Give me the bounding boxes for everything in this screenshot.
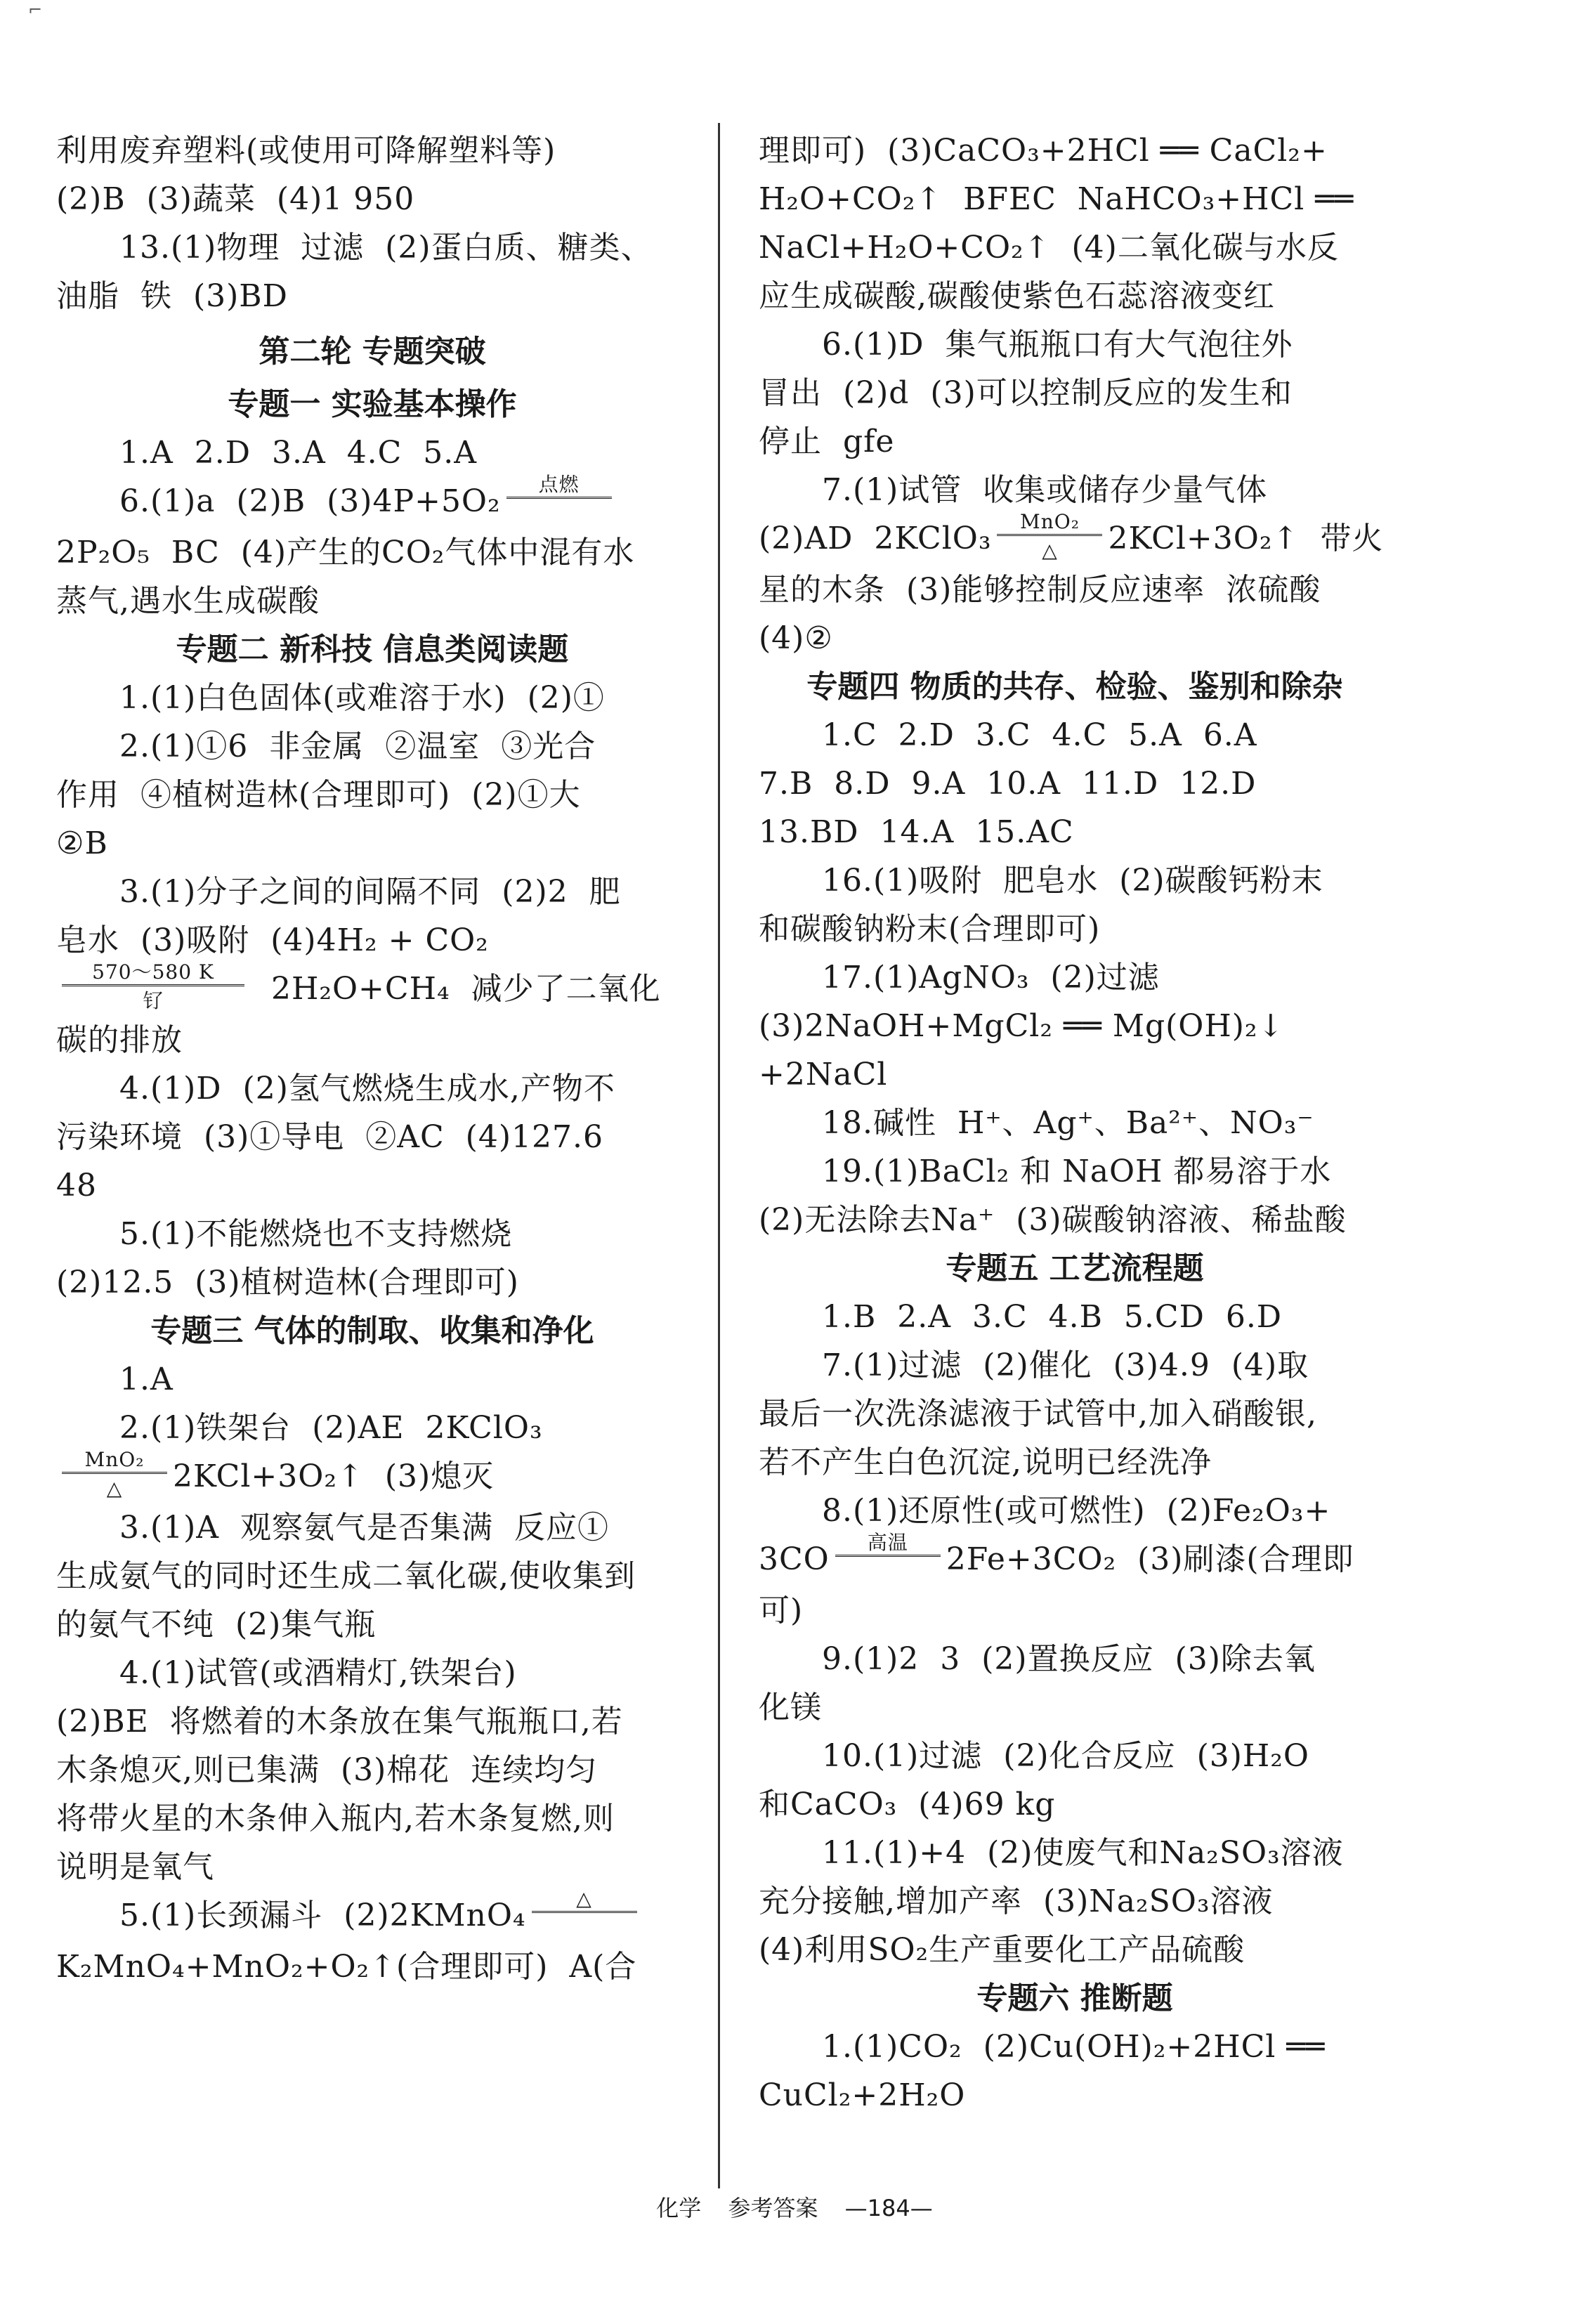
text-line bbox=[759, 1390, 1391, 1438]
line-text: 1.B 2.A 3.C 4.B 5.CD 6.D bbox=[822, 1299, 1283, 1335]
section-heading bbox=[56, 327, 688, 376]
text-line bbox=[56, 1064, 688, 1113]
text-line bbox=[759, 175, 1391, 223]
line-text: 专题一 实验基本操作 bbox=[228, 386, 517, 422]
line-text: 2.(1)铁架台 (2)AE 2KClO₃ bbox=[119, 1410, 543, 1446]
line-text: 蒸气,遇水生成碳酸 bbox=[56, 583, 320, 619]
text-line bbox=[759, 953, 1391, 1002]
line-text: 的氨气不纯 (2)集气瓶 bbox=[56, 1607, 377, 1643]
section-heading bbox=[56, 625, 688, 674]
footer-label: 参考答案 bbox=[728, 2195, 818, 2221]
line-text: 理即可) (3)CaCO₃+2HCl ══ CaCl₂+ bbox=[759, 133, 1328, 169]
line-text: 皂水 (3)吸附 (4)4H₂ + CO₂ bbox=[56, 922, 489, 958]
line-text: (4)利用SO₂生产重要化工产品硫酸 bbox=[759, 1932, 1245, 1968]
text-line bbox=[759, 1341, 1391, 1390]
text-line bbox=[56, 272, 688, 320]
section-heading bbox=[56, 380, 688, 429]
text-line bbox=[56, 1943, 688, 1991]
line-text: 2.(1)①6 非金属 ②温室 ③光合 bbox=[119, 729, 596, 764]
text-line bbox=[56, 1448, 688, 1503]
text-line bbox=[759, 510, 1391, 566]
text-line bbox=[759, 759, 1391, 808]
text-line bbox=[759, 126, 1391, 175]
condition-bottom: △ bbox=[106, 1477, 123, 1500]
reaction-condition bbox=[62, 962, 244, 1012]
line-text: 1.A 2.D 3.A 4.C 5.A bbox=[119, 435, 478, 471]
corner-mark: ⌐ bbox=[28, 0, 43, 20]
line-text: 专题三 气体的制取、收集和净化 bbox=[150, 1313, 594, 1349]
line-text: 7.(1)过滤 (2)催化 (3)4.9 (4)取 bbox=[822, 1347, 1309, 1383]
line-text: 6.(1)D 集气瓶瓶口有大气泡往外 bbox=[822, 327, 1293, 363]
text-line bbox=[56, 868, 688, 916]
equals-bar bbox=[997, 534, 1102, 539]
text-line bbox=[56, 1600, 688, 1649]
text-line bbox=[759, 2023, 1391, 2071]
line-text: H₂O+CO₂↑ BFEC NaHCO₃+HCl ══ bbox=[759, 181, 1354, 217]
section-heading bbox=[759, 1974, 1391, 2023]
equals-bar bbox=[835, 1555, 941, 1560]
text-line bbox=[56, 223, 688, 272]
line-text: 油脂 铁 (3)BD bbox=[56, 278, 288, 314]
text-line bbox=[56, 1552, 688, 1600]
condition-top: 点燃 bbox=[538, 473, 580, 496]
line-text: 和CaCO₃ (4)69 kg bbox=[759, 1787, 1056, 1822]
line-text: 应生成碳酸,碳酸使紫色石蕊溶液变红 bbox=[759, 278, 1275, 314]
line-text: (2)无法除去Na⁺ (3)碳酸钠溶液、稀盐酸 bbox=[759, 1202, 1347, 1238]
text-line bbox=[56, 1746, 688, 1794]
line-text: 13.BD 14.A 15.AC bbox=[759, 814, 1074, 850]
condition-top: MnO₂ bbox=[84, 1448, 145, 1471]
text-line bbox=[759, 320, 1391, 369]
line-text: 48 bbox=[56, 1168, 97, 1203]
text-line bbox=[759, 1196, 1391, 1244]
line-text: ②B bbox=[56, 825, 108, 861]
line-text: 3.(1)A 观察氨气是否集满 反应① bbox=[119, 1510, 610, 1546]
text-line bbox=[56, 1355, 688, 1404]
text-line bbox=[759, 1780, 1391, 1829]
line-text: 9.(1)2 3 (2)置换反应 (3)除去氧 bbox=[822, 1641, 1316, 1677]
text-line bbox=[759, 566, 1391, 614]
line-text: 利用废弃塑料(或使用可降解塑料等) bbox=[56, 133, 556, 169]
text-line bbox=[759, 1050, 1391, 1099]
text-line bbox=[56, 1649, 688, 1697]
text-line bbox=[759, 1293, 1391, 1341]
line-text: (2)B (3)蔬菜 (4)1 950 bbox=[56, 181, 415, 217]
text-line bbox=[759, 417, 1391, 466]
line-text: 1.C 2.D 3.C 4.C 5.A 6.A bbox=[822, 717, 1257, 753]
text-line bbox=[759, 1877, 1391, 1926]
section-heading bbox=[759, 1244, 1391, 1293]
line-text: 星的木条 (3)能够控制反应速率 浓硫酸 bbox=[759, 572, 1321, 608]
text-line bbox=[56, 429, 688, 477]
text-line bbox=[759, 369, 1391, 417]
text-line bbox=[56, 916, 688, 965]
text-line bbox=[56, 1697, 688, 1746]
line-text: 专题二 新科技 信息类阅读题 bbox=[176, 632, 569, 667]
line-text: 3CO bbox=[759, 1541, 830, 1577]
line-text: 5.(1)不能燃烧也不支持燃烧 bbox=[119, 1216, 513, 1252]
reaction-condition bbox=[506, 474, 612, 524]
line-text: (3)2NaOH+MgCl₂ ══ Mg(OH)₂↓ bbox=[759, 1008, 1285, 1044]
text-line bbox=[759, 466, 1391, 514]
text-line bbox=[759, 1487, 1391, 1535]
text-line bbox=[56, 1794, 688, 1843]
equals-bar bbox=[506, 497, 612, 502]
line-text: K₂MnO₄+MnO₂+O₂↑(合理即可) A(合 bbox=[56, 1949, 637, 1985]
line-text: 10.(1)过滤 (2)化合反应 (3)H₂O bbox=[822, 1738, 1309, 1774]
line-text: 13.(1)物理 过滤 (2)蛋白质、糖类、 bbox=[119, 230, 653, 266]
condition-top: 高温 bbox=[867, 1531, 908, 1554]
text-line bbox=[759, 1926, 1391, 1974]
condition-bottom: △ bbox=[1042, 539, 1058, 562]
line-text: 若不产生白色沉淀,说明已经洗净 bbox=[759, 1444, 1212, 1480]
text-line bbox=[759, 1002, 1391, 1050]
line-text: 停止 gfe bbox=[759, 424, 895, 459]
line-text: 8.(1)还原性(或可燃性) (2)Fe₂O₃+ bbox=[822, 1493, 1331, 1529]
line-text-after: 2KCl+3O₂↑ 带火 bbox=[1108, 521, 1384, 556]
text-line bbox=[56, 528, 688, 577]
right-column bbox=[759, 126, 1391, 2120]
equals-bar bbox=[532, 1911, 637, 1916]
text-line bbox=[759, 856, 1391, 905]
line-text: 专题六 推断题 bbox=[976, 1980, 1173, 2016]
line-text-after: 2H₂O+CH₄ 减少了二氧化 bbox=[250, 971, 661, 1007]
line-text: 将带火星的木条伸入瓶内,若木条复燃,则 bbox=[56, 1801, 615, 1836]
line-text: 第二轮 专题突破 bbox=[259, 334, 486, 370]
text-line bbox=[56, 1210, 688, 1258]
line-text: 化镁 bbox=[759, 1690, 822, 1725]
text-line bbox=[759, 1683, 1391, 1732]
text-line bbox=[759, 1099, 1391, 1147]
reaction-condition bbox=[62, 1449, 167, 1499]
text-line bbox=[56, 722, 688, 771]
line-text: (4)② bbox=[759, 620, 833, 656]
section-heading bbox=[56, 1307, 688, 1355]
text-line bbox=[759, 272, 1391, 320]
line-text: 4.(1)D (2)氢气燃烧生成水,产物不 bbox=[119, 1071, 615, 1106]
text-line bbox=[56, 674, 688, 722]
reaction-condition bbox=[532, 1888, 637, 1938]
line-text: 7.(1)试管 收集或储存少量气体 bbox=[822, 472, 1268, 508]
text-line bbox=[56, 771, 688, 819]
line-text: 3.(1)分子之间的间隔不同 (2)2 肥 bbox=[119, 874, 621, 910]
reaction-condition bbox=[835, 1532, 941, 1582]
line-text: 1.(1)CO₂ (2)Cu(OH)₂+2HCl ══ bbox=[822, 2029, 1326, 2065]
line-text: 7.B 8.D 9.A 10.A 11.D 12.D bbox=[759, 766, 1257, 802]
text-line bbox=[56, 126, 688, 175]
line-text: 16.(1)吸附 肥皂水 (2)碳酸钙粉末 bbox=[822, 863, 1323, 899]
text-line bbox=[56, 1404, 688, 1452]
line-text: 最后一次洗涤滤液于试管中,加入硝酸银, bbox=[759, 1396, 1317, 1432]
text-line bbox=[759, 1438, 1391, 1487]
line-text: 1.(1)白色固体(或难溶于水) (2)① bbox=[119, 680, 605, 716]
text-line bbox=[56, 1843, 688, 1891]
line-text-after: 2KCl+3O₂↑ (3)熄灭 bbox=[173, 1458, 495, 1494]
line-text: 说明是氧气 bbox=[56, 1849, 214, 1885]
text-line bbox=[56, 1258, 688, 1307]
text-line bbox=[759, 1635, 1391, 1683]
text-line bbox=[759, 2071, 1391, 2120]
line-text: 17.(1)AgNO₃ (2)过滤 bbox=[822, 960, 1160, 995]
line-text: 作用 ④植树造林(合理即可) (2)①大 bbox=[56, 777, 581, 813]
column-divider bbox=[718, 123, 720, 2188]
text-line bbox=[56, 1161, 688, 1210]
line-text: 6.(1)a (2)B (3)4P+5O₂ bbox=[119, 483, 501, 519]
reaction-condition bbox=[997, 511, 1102, 561]
line-text: 4.(1)试管(或酒精灯,铁架台) bbox=[119, 1655, 517, 1691]
text-line bbox=[56, 1887, 688, 1943]
text-line bbox=[56, 1503, 688, 1552]
line-text: 生成氨气的同时还生成二氧化碳,使收集到 bbox=[56, 1558, 636, 1594]
footer-subject: 化学 bbox=[656, 2195, 702, 2221]
line-text: (2)AD 2KClO₃ bbox=[759, 521, 992, 556]
condition-top: 570～580 K bbox=[92, 960, 214, 984]
text-line bbox=[56, 175, 688, 223]
line-text: NaCl+H₂O+CO₂↑ (4)二氧化碳与水反 bbox=[759, 230, 1339, 266]
text-line bbox=[759, 1147, 1391, 1196]
text-line bbox=[56, 1113, 688, 1161]
section-heading bbox=[759, 662, 1391, 711]
line-text: 2P₂O₅ BC (4)产生的CO₂气体中混有水 bbox=[56, 535, 635, 570]
text-line bbox=[759, 711, 1391, 759]
text-line bbox=[56, 819, 688, 868]
line-text: (2)12.5 (3)植树造林(合理即可) bbox=[56, 1265, 519, 1300]
line-text: +2NaCl bbox=[759, 1057, 888, 1092]
text-line bbox=[759, 1829, 1391, 1877]
text-line bbox=[56, 960, 688, 1016]
equals-bar bbox=[62, 1472, 167, 1477]
equals-bar bbox=[62, 984, 244, 989]
line-text: 19.(1)BaCl₂ 和 NaOH 都易溶于水 bbox=[822, 1154, 1332, 1189]
line-text: 专题五 工艺流程题 bbox=[946, 1251, 1204, 1286]
condition-top: MnO₂ bbox=[1020, 510, 1080, 533]
text-line bbox=[759, 808, 1391, 856]
left-column bbox=[56, 126, 688, 1991]
line-text: 和碳酸钠粉末(合理即可) bbox=[759, 911, 1101, 947]
page-footer bbox=[0, 2191, 1589, 2223]
line-text: 木条熄灭,则已集满 (3)棉花 连续均匀 bbox=[56, 1752, 598, 1788]
text-line bbox=[56, 1016, 688, 1064]
line-text: 冒出 (2)d (3)可以控制反应的发生和 bbox=[759, 375, 1293, 411]
line-text: 11.(1)+4 (2)使废气和Na₂SO₃溶液 bbox=[822, 1835, 1344, 1871]
line-text: 5.(1)长颈漏斗 (2)2KMnO₄ bbox=[119, 1898, 526, 1933]
line-text: CuCl₂+2H₂O bbox=[759, 2077, 966, 2113]
text-line bbox=[759, 614, 1391, 662]
text-line bbox=[759, 1531, 1391, 1635]
condition-bottom: 钌 bbox=[143, 989, 164, 1012]
line-text-after: 2Fe+3CO₂ (3)刷漆(合理即可) bbox=[759, 1541, 1354, 1628]
line-text: 1.A bbox=[119, 1362, 174, 1397]
line-text: 18.碱性 H⁺、Ag⁺、Ba²⁺、NO₃⁻ bbox=[822, 1105, 1314, 1141]
text-line bbox=[56, 577, 688, 625]
text-line bbox=[759, 223, 1391, 272]
text-line bbox=[759, 1732, 1391, 1780]
line-text: 充分接触,增加产率 (3)Na₂SO₃溶液 bbox=[759, 1884, 1274, 1919]
line-text: 污染环境 (3)①导电 ②AC (4)127.6 bbox=[56, 1119, 603, 1155]
text-line bbox=[56, 473, 688, 528]
line-text: (2)BE 将燃着的木条放在集气瓶瓶口,若 bbox=[56, 1704, 623, 1739]
footer-page-number: —184— bbox=[844, 2195, 933, 2221]
condition-top: △ bbox=[576, 1887, 592, 1910]
line-text: 专题四 物质的共存、检验、鉴别和除杂 bbox=[806, 669, 1343, 705]
line-text: 碳的排放 bbox=[56, 1022, 183, 1058]
text-line bbox=[759, 905, 1391, 953]
